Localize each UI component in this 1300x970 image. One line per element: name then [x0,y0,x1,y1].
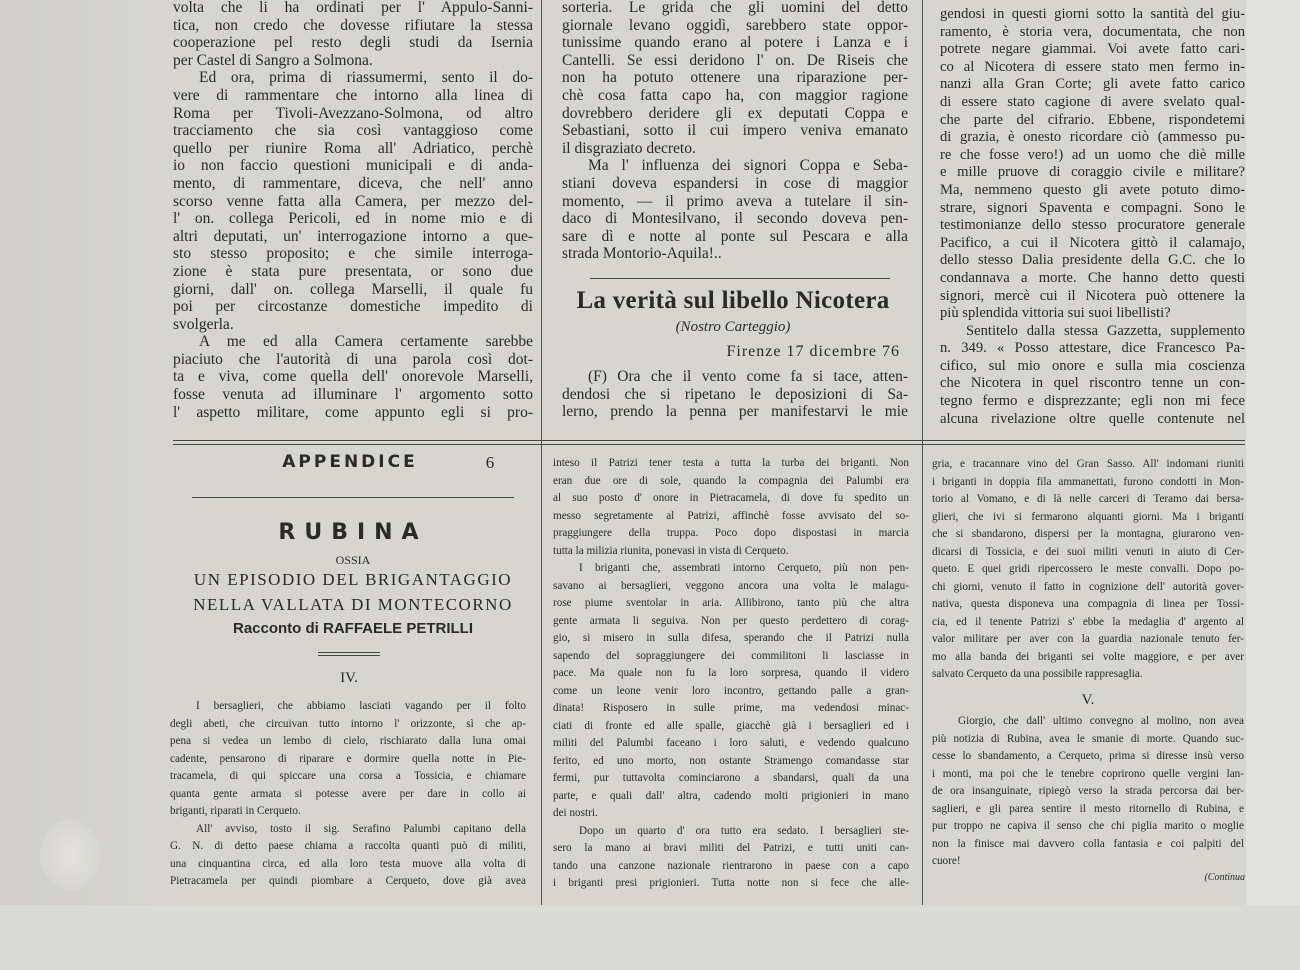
appendix-label: APPENDICE [282,452,418,472]
text-line: condannava a morte. Che hanno detto questi [940,269,1245,286]
text-line: nanzi alla Gran Corte; gli avete fatto carico [940,76,1245,93]
text-line: che si sbandarono, dispersi per la montagna, giurarono ven- [932,528,1244,540]
text-line: strare, signori Spaventa e compagni. Sono le [940,199,1245,216]
text-line: valor militare per aver con la guardia nazionale tenuto fer- [932,633,1244,645]
text-line: salvato Cerqueto da una possibile rappresaglia. [932,668,1143,680]
text-line: chè cosa fatta capo ha, con maggior ragione [562,86,908,104]
text-line: dendosi che si ripetano le deposizioni di Sa- [562,385,908,403]
text-line: momento, — il primo aveva a tutelare il sin- [562,192,908,210]
text-line: il disgraziato decreto. [562,139,696,157]
text-line: sorteria. Le grida che gli uomini del detto [562,0,908,16]
text-line: sapendo del sopraggiungere dei commilitoni li lasciasse in [553,649,909,662]
text-line: ciati di fronte ed alle spalle, giacchè già i bersaglieri ed i [553,719,909,732]
text-line: poi per circostanze domestiche impedito di [173,298,533,316]
story-ossia: OSSIA [335,553,371,567]
text-line: più splendida vittoria sui suoi libellisti? [940,305,1171,322]
text-line: signori, mercè cui il Nicotera può ottenere la [940,287,1245,304]
text-line: cooperazione pel resto degli studi da Isernia [173,34,533,52]
text-line: di essere stato cagione di avere svelato qual- [940,93,1245,110]
text-line: A me ed alla Camera certamente sarebbe [199,333,533,351]
text-line: dei nostri. [553,807,598,819]
text-line: alcuna rivelazione oltre quelle contenute nel [940,410,1245,427]
text-line: Ma, nemmeno questo gli avete potuto dimo- [940,181,1245,198]
text-line: quello per riunire Roma all' Adriatico, perchè [173,139,533,157]
text-line: pena si vedea un lembo di cielo, rischiarato dalla luna omai [170,735,526,747]
text-line: mento, di rammentare, diceva, che nell' anno [173,174,533,192]
text-line: eran due ore di sole, quando la compagnia dei Palumbi era [553,474,909,487]
text-line: giornale levano oggidì, sarebbero state oppor- [562,16,908,34]
text-line: altri deputati, un' interrogazione intorno a que- [173,227,533,245]
text-line: (F) Ora che il vento come fa si tace, atten- [588,368,908,385]
text-line: zione è stata pure presentata, or sono due [173,262,533,280]
text-line: fosse venuta ad illuminare l' argomento sotto [173,386,533,404]
article-headline: La verità sul libello Nicotera [576,287,890,314]
text-line: I briganti che, assembrati intorno Cerqueto, più non pen- [579,562,909,574]
text-line: tunissime quando erano al potere i Lanza e i [562,34,908,52]
article-subtitle: (Nostro Carteggio) [675,319,791,335]
text-line: l' aspetto militare, come appunto egli si pro- [173,403,533,421]
appendix-separator-rule [173,444,1245,445]
text-line: Ma l' influenza dei signori Coppa e Seba- [588,157,908,175]
story-column-3-chapter [932,713,1244,871]
article-column-2 [562,0,908,263]
article-column-2-body [562,368,908,421]
text-line: savano ai bersaglieri, veggono ancora una volta le malagu- [553,579,909,592]
text-line: vere di rammentare che intorno alla linea di [173,86,533,104]
text-line: G. N. di detto paese chiama a raccolta quanti può di militi, [170,840,526,852]
text-line: pace. Ma quale non fu la loro sorpresa, quando il videro [553,667,909,679]
text-line: sero la mano ai bravi militi del Patrizi, e tutti uniti can- [553,842,909,854]
text-line: tracciamento che sia così vantaggioso come [173,122,533,140]
chapter-heading: V. [1081,692,1095,708]
text-line: per Castel di Sangro a Solmona. [173,51,373,69]
text-line: parte, e quali dall' altra, cadendo molti prigionieri in mano [553,789,909,802]
text-line: dinata! Risposero in sulle prime, ma vedendosi minac- [553,702,909,714]
article-column-1 [173,0,533,421]
text-line: l' on. collega Pericoli, ed in nome mio e di [173,210,533,228]
text-line: che parte del cifrario. Ebbene, rispondetemi [940,111,1245,128]
story-title: RUBINA [278,520,428,545]
story-column-3 [932,456,1244,684]
text-line: Roma per Tivoli-Avezzano-Solmona, od altro [173,104,533,122]
appendix-title-rule [192,497,514,498]
column-rule [541,0,542,905]
text-line: ta e viva, come quella dell' onorevole Marselli, [173,368,533,386]
text-line: Ed ora, prima di riassumermi, sento il do- [199,69,533,87]
text-line: gendosi in questi giorni sotto la santità del giu- [940,6,1245,22]
text-line: testimonianze dello stesso procuratore generale [940,217,1245,234]
text-line: n. 349. « Posso attestare, dice Francesco Pa- [940,340,1245,357]
text-line: una cinquantina circa, ed alla loro testa muove alla volta di [170,857,526,870]
text-line: i briganti presi prigionieri. Tutta notte non si fece che alle- [553,877,909,889]
text-line: mo alla banda dei briganti sei volte maggiore, e per aver [932,650,1244,663]
text-line: militi del Palumbi faceano i loro saluti, e vedendo qualcuno [553,737,909,749]
continua-note: (Continua [1204,872,1245,883]
text-line: al suo posto d' onore in Pietracamela, di dove fu spedito un [553,492,909,504]
text-line: volta che li ha ordinati per l' Appulo-Sanni- [173,0,533,16]
text-line: sare dì e notte al ponte sul Pescara e alla [562,227,908,245]
text-line: piaciuto che l'autorità di una parola così dot- [173,350,533,368]
text-line: non ha potuto ottenere una riparazione per- [562,69,908,87]
appendix-number: 6 [485,453,495,472]
text-line: briganti, riparati in Cerqueto. [170,805,301,817]
story-column-2 [553,455,909,893]
text-line: gente armata li seguiva. Non per questo perdettero di corag- [553,614,909,627]
article-column-3 [940,6,1245,428]
text-line: più notizia di Rubina, avea le smanie di morte. Quando suc- [932,732,1244,745]
text-line: io non faccio questioni municipali e di anda- [173,157,533,175]
paper-stain [40,820,100,890]
page-bottom-edge [0,905,1300,970]
text-line: come un leone venir loro incontro, gettando palle a gran- [553,684,909,697]
text-line: tutta la milizia riunita, ponevasi in vista di Cerqueto. [553,544,789,557]
text-line: lerno, prendo la penna per manifestarvi le mie [562,403,908,421]
text-line: re che fosse vero!) ad un uomo che diè mille [940,146,1245,163]
text-line: Giorgio, che dall' ultimo convegno al molino, non avea [958,715,1244,727]
text-line: cifico, sul mio onore e sulla mia coscienza [940,357,1245,374]
appendix-separator-rule [173,440,1245,441]
page-right-edge [1246,0,1300,970]
text-line: dello stesso Dalia presidente della G.C. che lo [940,252,1245,269]
text-line: All' avviso, tosto il sig. Serafino Palumbi capitano della [196,822,526,835]
text-line: daco di Montesilvano, il secondo doveva pen- [562,210,908,228]
story-subtitle-1: UN EPISODIO DEL BRIGANTAGGIO [193,570,513,589]
chapter-rule [318,655,380,656]
text-line: non la finisce mai davvero colla fantasia e coi palpiti del [932,837,1244,850]
text-line: i briganti in doppia fila ammanettati, furono condotti in Mon- [932,475,1244,488]
text-line: cadente, pensarono di riparare e dormire quella notte in Pie- [170,752,526,765]
text-line: saglieri, e gli parea sentire il mesto ritornello di Rubina, e [932,802,1244,815]
text-line: queto. E quei gridi ripercossero le meste convalli. Dopo po- [932,563,1244,575]
text-line: ramento, è storia vera, documentata, che non [940,23,1245,40]
chapter-heading: IV. [340,670,358,686]
text-line: ferito, ed uno morto, non ostante Stramengo comandasse star [553,754,909,767]
text-line: co al Nicotera di essere stato men fermo in- [940,58,1245,75]
text-line: torio al Vomano, e di là nelle carceri di Teramo dai bersa- [932,493,1244,505]
text-line: i monti, ma poi che le tenebre coprirono quelle vergini lan- [932,767,1244,780]
text-line: tica, non credo che dovesse rifiutare la stessa [173,16,533,34]
text-line: Sentitelo dalla stessa Gazzetta, supplemento [966,322,1245,339]
text-line: praggiungere della truppa. Poco dopo dispostasi in marcia [553,527,909,539]
text-line: chi giorni, venuto il fatto in cognizione dell' autorità gover- [932,580,1244,593]
text-line: gria, e tracannare vino del Gran Sasso. All' indomani riuniti [932,458,1244,470]
text-line: giorni, dall' on. collega Marselli, il quale fu [173,280,533,298]
article-dateline: Firenze 17 dicembre 76 [726,343,900,360]
text-line: che Nicotera in quel riscontro tenne un con- [940,375,1245,392]
article-separator-rule [590,278,890,279]
text-line: stiani doveva espandersi in cose di maggior [562,174,908,192]
text-line: inteso il Patrizi tener testa a tutta la turba dei briganti. Non [553,457,909,469]
text-line: cesse lo sbandamento, a Cerqueto, prima si diresse insù verso [932,750,1244,762]
column-rule [922,0,923,905]
text-line: sto stesso proposito; e che simile interroga- [173,245,533,263]
text-line: rose piume sventolar in aria. Allibirono, tanto più che altra [553,597,909,609]
text-line: de ora insanguinate, ripiegò verso la strada percorsa dai ber- [932,785,1244,797]
text-line: nativa, questa disponeva una compagnia di linea per Tossi- [932,598,1244,610]
text-line: cuore! [932,855,961,867]
text-line: cia, ed il tenente Patrizi s' ebbe la medaglia d' argento al [932,615,1244,628]
text-line: Cantelli. Se essi deridono l' on. De Riseis che [562,51,908,69]
story-subtitle-2: NELLA VALLATA DI MONTECORNO [193,595,513,614]
text-line: potrete negare giammai. Voi avete fatto cari- [940,41,1245,58]
text-line: strada Montorio-Aquila!.. [562,245,722,263]
text-line: glieri, che ivi si fermarono alquanti giorni. Ma i briganti [932,510,1244,523]
chapter-rule [318,652,380,653]
text-line: dovrebbero deridere gli ex deputati Coppa e [562,104,908,122]
text-line: Sebastiani, sotto il cui impero veniva emanato [562,122,908,140]
text-line: e mille pruove di coraggio civile e militare? [940,164,1245,181]
text-line: Pietracamela per quindi piombare a Cerqueto, dove già avea [170,875,526,887]
text-line: dicarsi di Tossicia, e dei suoi militi venuti in aiuto di Cer- [932,545,1244,558]
text-line: pur troppo ne capiva il senso che chi piglia marito o moglie [932,820,1244,832]
text-line: di grazia, è onesto ricordare ciò (ammesso pu- [940,129,1245,146]
text-line: svolgerla. [173,315,234,333]
text-line: degli abeti, che circuivan tutto intorno l' orizzonte, sì che ap- [170,717,526,730]
text-line: quanta gente armata si potesse avere per dare in collo ai [170,787,526,800]
text-line: Dopo un quarto d' ora tutto era sedato. I bersaglieri ste- [579,824,909,837]
text-line: Pacifico, a cui il Nicotera gittò il calamajo, [940,234,1245,251]
text-line: tegno fermo e disprezzante; egli non mi fece [940,393,1245,410]
text-line: I bersaglieri, che abbiamo lasciati vagando per il folto [196,700,526,712]
text-line: scorso venne fatta alla Camera, per mezzo del- [173,192,533,210]
story-column-1 [170,698,526,891]
text-line: fermi, pur tuttavolta cominciarono a sbandarsi, quali da una [553,772,909,784]
text-line: messo segretamente al Patrizi, affinchè fosse avvisato del so- [553,509,909,522]
text-line: gio, si misero in sulla difesa, sperando che il Patrizi nulla [553,632,909,644]
story-author: Racconto di RAFFAELE PETRILLI [232,620,473,637]
text-line: tracamela, di qui spiccare una corsa a Tossicia, e chiamare [170,770,526,782]
text-line: tando una canzone nazionale rientrarono in paese con a capo [553,859,909,872]
